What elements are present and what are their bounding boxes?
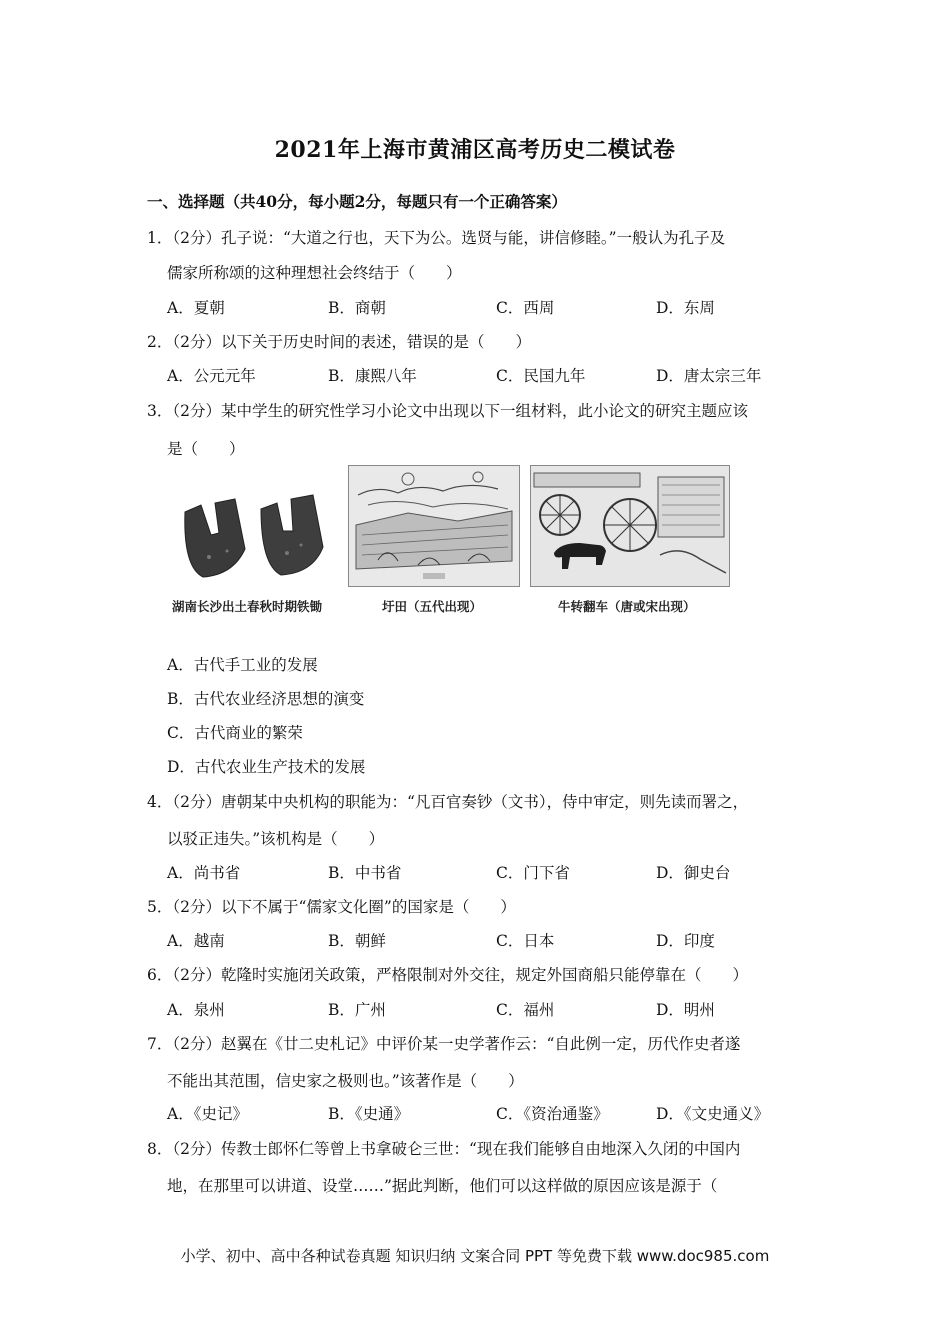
question-1-option-d: D．东周 [656, 299, 715, 317]
question-2-option-c: C．民国九年 [496, 367, 586, 385]
question-6-line-1: 6．（2分）乾隆时实施闭关政策，严格限制对外交往，规定外国商船只能停靠在（ ） [147, 966, 748, 984]
ox-water-wheel-image [530, 465, 730, 587]
question-5-option-a: A．越南 [167, 932, 225, 950]
question-3-option-d: D．古代农业生产技术的发展 [167, 758, 366, 776]
question-5-option-b: B．朝鲜 [328, 932, 386, 950]
question-4-line-1: 4．（2分）唐朝某中央机构的职能为：“凡百官奏钞（文书），侍中审定，则先读而署之， [147, 793, 749, 811]
question-4-option-c: C．门下省 [496, 864, 570, 882]
question-2-line-1: 2．（2分）以下关于历史时间的表述，错误的是（ ） [147, 333, 531, 351]
question-3-option-b: B．古代农业经济思想的演变 [167, 690, 365, 708]
section-heading: 一、选择题（共40分，每小题2分，每题只有一个正确答案） [147, 192, 567, 211]
question-2-option-b: B．康熙八年 [328, 367, 417, 385]
question-1-option-c: C．西周 [496, 299, 555, 317]
question-2-option-a: A．公元元年 [167, 367, 256, 385]
question-6-option-b: B．广州 [328, 1001, 386, 1019]
question-4-option-a: A．尚书省 [167, 864, 241, 882]
caption-water-wheel: 牛转翻车（唐或宋出现） [558, 599, 696, 614]
question-7-option-b: B．《史通》 [328, 1105, 410, 1123]
question-7-option-d: D．《文史通义》 [656, 1105, 770, 1123]
question-1-option-a: A．夏朝 [167, 299, 225, 317]
question-1-line-1: 1．（2分）孔子说：“大道之行也，天下为公。选贤与能，讲信修睦。”一般认为孔子及 [147, 229, 726, 247]
question-3-line-2: 是（ ） [167, 440, 245, 458]
question-3-option-c: C．古代商业的繁荣 [167, 724, 303, 742]
question-5-line-1: 5．（2分）以下不属于“儒家文化圈”的国家是（ ） [147, 898, 516, 916]
question-1-option-b: B．商朝 [328, 299, 386, 317]
weitian-field-image [348, 465, 520, 587]
question-7-line-2: 不能出其范围，信史家之极则也。”该著作是（ ） [167, 1072, 524, 1090]
question-2-option-d: D．唐太宗三年 [656, 367, 762, 385]
question-8-line-1: 8．（2分）传教士郎怀仁等曾上书拿破仑三世：“现在我们能够自由地深入久闭的中国内 [147, 1140, 741, 1158]
question-6-option-a: A．泉州 [167, 1001, 225, 1019]
question-3-figures [168, 465, 748, 625]
question-6-option-c: C．福州 [496, 1001, 555, 1019]
question-3-line-1: 3．（2分）某中学生的研究性学习小论文中出现以下一组材料，此小论文的研究主题应该 [147, 402, 748, 420]
caption-weitian: 圩田（五代出现） [382, 599, 483, 614]
question-7-option-c: C．《资治通鉴》 [496, 1105, 609, 1123]
iron-hoe-image [173, 487, 338, 592]
question-5-option-d: D．印度 [656, 932, 715, 950]
exam-title: 2021年上海市黄浦区高考历史二模试卷 [274, 137, 676, 163]
question-4-option-b: B．中书省 [328, 864, 402, 882]
question-5-option-c: C．日本 [496, 932, 555, 950]
question-1-line-2: 儒家所称颂的这种理想社会终结于（ ） [167, 264, 462, 282]
page-footer: 小学、初中、高中各种试卷真题 知识归纳 文案合同 PPT 等免费下载 www.doc985.com [180, 1247, 770, 1265]
question-7-line-1: 7．（2分）赵翼在《廿二史札记》中评价某一史学著作云：“自此例一定，历代作史者遂 [147, 1035, 741, 1053]
question-6-option-d: D．明州 [656, 1001, 715, 1019]
question-7-option-a: A．《史记》 [167, 1105, 248, 1123]
question-8-line-2: 地，在那里可以讲道、设堂……”据此判断，他们可以这样做的原因应该是源于（ [167, 1177, 718, 1195]
question-3-option-a: A．古代手工业的发展 [167, 656, 318, 674]
caption-iron-hoe: 湖南长沙出土春秋时期铁锄 [172, 599, 323, 614]
question-4-option-d: D．御史台 [656, 864, 731, 882]
question-4-line-2: 以驳正违失。”该机构是（ ） [167, 830, 385, 848]
